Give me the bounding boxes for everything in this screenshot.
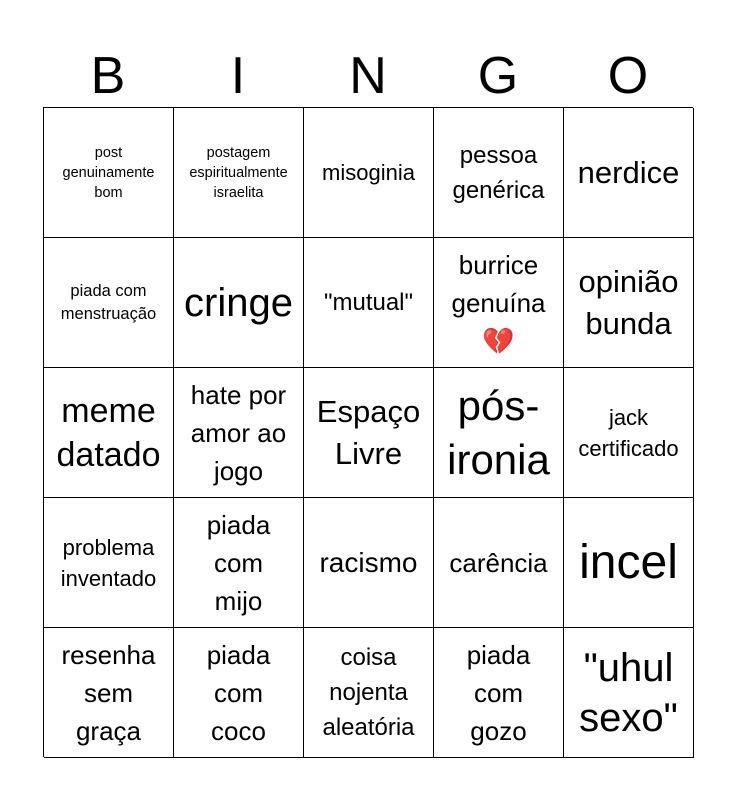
bingo-cell[interactable]	[44, 368, 174, 498]
cell-text: nerdice	[577, 154, 680, 190]
bingo-cell[interactable]	[304, 498, 434, 628]
bingo-cell[interactable]	[434, 368, 564, 498]
header-letter-n: N	[349, 47, 387, 105]
cell-text: piada com coco	[206, 639, 271, 746]
bingo-cell[interactable]	[434, 628, 564, 758]
header-letter-o: O	[607, 47, 649, 105]
cell-text: racismo	[319, 546, 418, 578]
cell-text: Espaço Livre	[316, 393, 421, 471]
bingo-cell[interactable]	[44, 238, 174, 368]
cell-text: opinião bunda	[578, 263, 679, 341]
bingo-cell[interactable]	[434, 238, 564, 368]
bingo-cell[interactable]	[44, 628, 174, 758]
cell-text: misoginia	[322, 160, 415, 185]
bingo-header	[43, 44, 693, 108]
bingo-cell[interactable]	[564, 498, 694, 628]
header-letter-b: B	[90, 47, 126, 105]
cell-text: carência	[449, 547, 548, 578]
bingo-cell[interactable]	[304, 368, 434, 498]
bingo-cell[interactable]	[44, 108, 174, 238]
bingo-cell[interactable]	[174, 628, 304, 758]
cell-text: problema inventado	[60, 534, 157, 591]
cell-text: cringe	[184, 280, 293, 325]
bingo-cell[interactable]	[564, 368, 694, 498]
bingo-cell[interactable]	[304, 108, 434, 238]
cell-text: piada com menstruação	[60, 281, 157, 323]
bingo-cell[interactable]	[174, 238, 304, 368]
bingo-cell[interactable]	[304, 238, 434, 368]
bingo-cell[interactable]	[564, 108, 694, 238]
cell-text: incel	[579, 535, 678, 589]
cell-text: jack certificado	[578, 404, 679, 461]
cell-text: piada com mijo	[206, 509, 271, 616]
bingo-cell[interactable]	[434, 498, 564, 628]
header-letter-g: G	[477, 47, 519, 105]
header-letter-i: I	[230, 47, 246, 105]
cell-text: pessoa genérica	[452, 141, 545, 204]
bingo-cell[interactable]	[434, 108, 564, 238]
cell-text: hate por amor ao jogo	[190, 379, 287, 486]
cell-text: resenha sem graça	[61, 639, 156, 746]
cell-text: "uhul sexo"	[579, 645, 678, 740]
bingo-cell[interactable]	[44, 498, 174, 628]
cell-text: postagem espiritualmente israelita	[189, 144, 288, 201]
cell-text: burrice genuína 💔	[451, 249, 546, 356]
cell-text: pós-ironia	[447, 381, 550, 483]
bingo-cell[interactable]	[304, 628, 434, 758]
bingo-cell[interactable]	[564, 238, 694, 368]
cell-text: coisa nojenta aleatória	[322, 644, 415, 741]
bingo-cell[interactable]	[174, 108, 304, 238]
bingo-cell[interactable]	[174, 498, 304, 628]
cell-text: meme datado	[56, 391, 161, 474]
bingo-card-grid	[43, 107, 693, 757]
bingo-cell[interactable]	[174, 368, 304, 498]
cell-text: post genuinamente bom	[62, 144, 155, 201]
cell-text: "mutual"	[323, 289, 414, 316]
bingo-cell[interactable]	[564, 628, 694, 758]
cell-text: piada com gozo	[466, 639, 531, 746]
